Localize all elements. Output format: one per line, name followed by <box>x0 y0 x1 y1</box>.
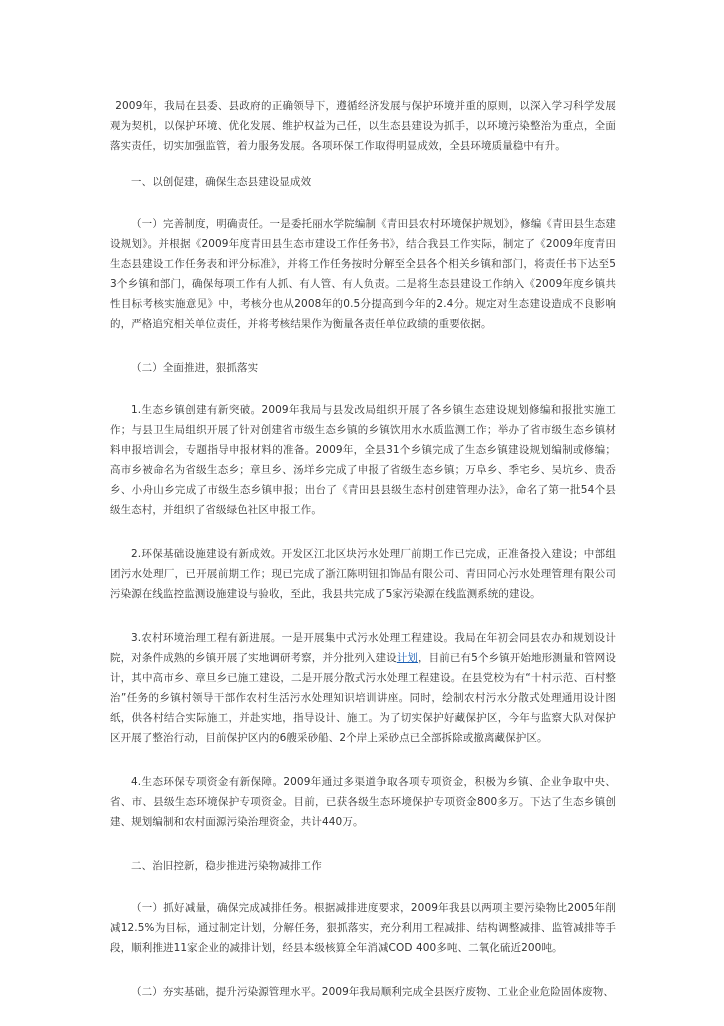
item-3-text-b: ，目前已有5个乡镇开始地形测量和管网设计，其中高市乡、章旦乡已施工建设，二是开展分散式污水处理工程建设。在县党校为有“十村示范、百村整治”任务的乡镇村领导干部作农村生活污水处理知识培训讲座。同时，绘制农村污水分散式处理通用设计图纸，供各村结合实际施工，并赴实地，指导设计、施工。为了切实保护好藏保护区，今年与监察大队对保护区开展了整治行动，目前保护区内的6艘采砂船、2个岸上采砂点已全部拆除或撤离藏保护区。 <box>110 652 616 744</box>
intro-paragraph: 2009年，我局在县委、县政府的正确领导下，遵循经济发展与保护环境并重的原则，以深入学习科学发展观为契机，以保护环境、优化发展、维护权益为己任，以生态县建设为抓手，以环境污染整治为重点，全面落实责任，切实加强监管，着力服务发展。各项环保工作取得明显成效，全县环境质量稳中有升。 <box>110 100 616 152</box>
section-1-subheading-2: （二）全面推进，狠抓落实 <box>131 362 259 374</box>
section-1-item-3 <box>110 628 616 748</box>
section-1-item-2: 2.环保基础设施建设有新成效。开发区江北区块污水处理厂前期工作已完成，正准备投入建设；中部组团污水处理厂，已开展前期工作；现已完成了浙江陈明钮扣饰品有限公司、青田同心污水处理管理有限公司污染源在线监控监测设施建设与验收，至此，我县共完成了5家污染源在线监测系统的建设。 <box>110 548 616 600</box>
section-1-heading: 一、以创促建，确保生态县建设显成效 <box>131 176 312 188</box>
section-2-heading: 二、治旧控新，稳步推进污染物减排工作 <box>131 860 322 872</box>
plan-link[interactable]: 计划 <box>396 652 419 664</box>
section-1-paragraph-1: （一）完善制度，明确责任。一是委托丽水学院编制《青田县农村环境保护规划》，修编《青田县生态建设规划》。并根据《2009年度青田县生态市建设工作任务书》，结合我县工作实际，制定了《2009年度青田生态县建设工作任务表和评分标准》，并将工作任务按时分解至全县各个相关乡镇和部门，将责任书下达至53个乡镇和部门，确保每项工作有人抓、有人管、有人负责。二是将生态县建设工作纳入《2009年度乡镇共性目标考核实施意见》中，考核分也从2008年的0.5分提高到今年的2.4分。规定对生态建设造成不良影响的，严格追究相关单位责任，并将考核结果作为衡量各责任单位政绩的重要依据。 <box>110 218 616 330</box>
section-1-item-4: 4.生态环保专项资金有新保障。2009年通过多渠道争取各项专项资金，积极为乡镇、企业争取中央、省、市、县级生态环境保护专项资金。目前，已获各级生态环境保护专项资金800多万。下达了生态乡镇创建、规划编制和农村面源污染治理资金，共计440万。 <box>110 776 616 828</box>
section-1-item-1: 1.生态乡镇创建有新突破。2009年我局与县发改局组织开展了各乡镇生态建设规划修编和报批实施工作；与县卫生局组织开展了针对创建省市级生态乡镇的乡镇饮用水水质监测工作；举办了省市级生态乡镇材料申报培训会，专题指导申报材料的准备。2009年，全县31个乡镇完成了生态乡镇建设规划编制或修编；高市乡被命名为省级生态乡；章旦乡、汤垟乡完成了申报了省级生态乡镇；万阜乡、季宅乡、吴坑乡、贵岙乡、小舟山乡完成了市级生态乡镇申报；出台了《青田县县级生态村创建管理办法》，命名了第一批54个县级生态村，并组织了省级绿色社区申报工作。 <box>110 404 616 516</box>
section-2-paragraph-1: （一）抓好减量，确保完成减排任务。根据减排进度要求，2009年我县以两项主要污染物比2005年削减12.5%为目标，通过制定计划，分解任务，狠抓落实，充分利用工程减排、结构调整减排、监管减排等手段，顺利推进11家企业的减排计划，经县本级核算全年消减COD 400多吨、二氧化硫近200吨。 <box>110 902 616 954</box>
item-3-text-a: 3.农村环境治理工程有新进展。一是开展集中式污水处理工程建设。我局在年初会同县农办和规划设计院，对条件成熟的乡镇开展了实地调研考察，并分批列入建设 <box>110 632 616 664</box>
section-2-paragraph-2: （二）夯实基础，提升污染源管理水平。2009年我局顺利完成全县医疗废物、工业企业危险固体废物、 <box>131 986 614 998</box>
document-body <box>110 96 616 1026</box>
